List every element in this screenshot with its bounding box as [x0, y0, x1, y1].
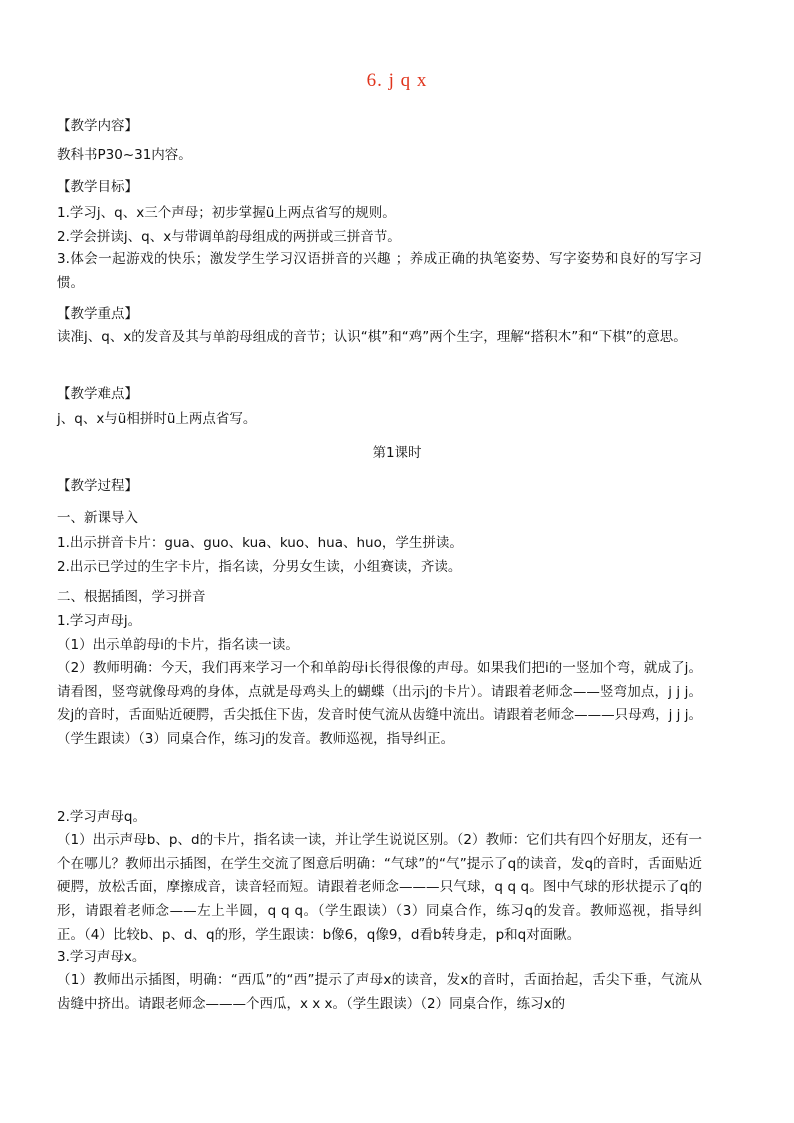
content-heading: 【教学内容】: [57, 118, 138, 134]
lesson-title: 第1课时: [372, 445, 422, 461]
key-text: 读准j、q、x的发音及其与单韵母组成的音节；认识“棋”和“鸡”两个生字，理解“搭积木”和“下棋”的意思。: [57, 329, 687, 345]
goal-2: 2.学会拼读j、q、x与带调单韵母组成的两拼或三拼音节。: [57, 229, 401, 245]
section-2-item-3: 3.学习声母x。: [57, 949, 146, 965]
key-heading: 【教学重点】: [57, 306, 138, 322]
content-text: 教科书P30~31内容。: [57, 147, 192, 163]
section-1-heading: 一、新课导入: [57, 510, 138, 526]
section-2-item-1-a: （1）出示单韵母i的卡片，指名读一读。: [57, 637, 299, 653]
process-heading: 【教学过程】: [57, 478, 138, 494]
section-2-item-2-a: （1）出示声母b、p、d的卡片，指名读一读，并让学生说说区别。（2）教师：它们共有四个好朋友，还有一个在哪儿？教师出示插图，在学生交流了图意后明确：“气球”的“气”提示了q的读音，发q的音时，舌面贴近硬腭，放松舌面，摩擦成音，读音轻而短。请跟着老师念———只气球，q q q。图中气球的形状提示了q的形，请跟着老师念——左上半圆，q q q。（学生跟读）（3）同桌合作，练习q的发音。教师巡视，指导纠正。（4）比较b、p、d、q的形，学生跟读：b像6，q像9，d看b转身走，p和q对面瞅。: [57, 832, 702, 943]
section-2-heading: 二、根据插图，学习拼音: [57, 589, 206, 605]
goals-heading: 【教学目标】: [57, 179, 138, 195]
difficulty-text: j、q、x与ü相拼时ü上两点省写。: [57, 411, 257, 427]
section-1-item-2: 2.出示已学过的生字卡片，指名读，分男女生读，小组赛读，齐读。: [57, 559, 462, 575]
document-title: 6. j q x: [366, 70, 428, 91]
section-2-item-1: 1.学习声母j。: [57, 613, 142, 629]
section-1-item-1: 1.出示拼音卡片：gua、guo、kua、kuo、hua、huo，学生拼读。: [57, 535, 463, 551]
difficulty-heading: 【教学难点】: [57, 386, 138, 402]
section-2-item-2: 2.学习声母q。: [57, 809, 146, 825]
goal-3: 3.体会一起游戏的快乐；激发学生学习汉语拼音的兴趣 ；养成正确的执笔姿势、写字姿势和良好的写字习惯。: [57, 251, 702, 291]
section-2-item-1-b: （2）教师明确：今天，我们再来学习一个和单韵母i长得很像的声母。如果我们把i的一竖加个弯，就成了j。请看图，竖弯就像母鸡的身体，点就是母鸡头上的蝴蝶（出示j的卡片）。请跟着老师念——竖弯加点，j j j。发j的音时，舌面贴近硬腭，舌尖抵住下齿，发音时使气流从齿缝中流出。请跟着老师念———只母鸡，j j j。（学生跟读）（3）同桌合作，练习j的发音。教师巡视，指导纠正。: [57, 660, 702, 748]
goal-1: 1.学习j、q、x三个声母；初步掌握ü上两点省写的规则。: [57, 205, 396, 221]
section-2-item-3-a: （1）教师出示插图，明确：“西瓜”的“西”提示了声母x的读音，发x的音时，舌面抬起，舌尖下垂，气流从齿缝中挤出。请跟老师念———个西瓜，x x x。（学生跟读）（2）同桌合作，练习x的: [57, 972, 702, 1012]
